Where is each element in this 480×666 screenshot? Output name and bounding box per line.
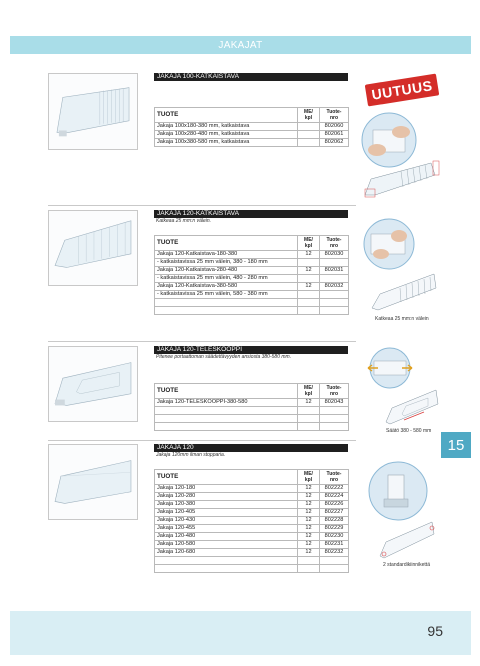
product-name-cell: Jakaja 120-380 xyxy=(155,501,298,509)
product-name-cell xyxy=(155,407,298,415)
qty-cell: 12 xyxy=(298,541,320,549)
product-code-cell: 802032 xyxy=(320,283,349,291)
table-row xyxy=(155,415,349,423)
product-name-cell: Jakaja 120-Katkaistava-180-380 xyxy=(155,251,298,259)
qty-cell: 12 xyxy=(298,283,320,291)
qty-cell: 12 xyxy=(298,509,320,517)
column-header-product: TUOTE xyxy=(155,470,298,485)
divider-120-telescopic-illustration xyxy=(49,347,137,421)
section-title: JAKAJA 120-KATKAISTAVA xyxy=(154,210,348,218)
product-code-cell: 802227 xyxy=(320,509,349,517)
divider-100-illustration xyxy=(49,74,137,149)
qty-cell: 12 xyxy=(298,501,320,509)
category-title: JAKAJAT xyxy=(218,39,263,51)
category-banner xyxy=(10,36,471,54)
qty-cell: 12 xyxy=(298,251,320,259)
section-separator xyxy=(48,205,356,206)
product-code-cell xyxy=(320,259,349,267)
product-name-cell xyxy=(155,415,298,423)
product-code-cell: 802226 xyxy=(320,501,349,509)
product-code-cell: 802030 xyxy=(320,251,349,259)
table-row xyxy=(155,123,349,131)
qty-cell: 12 xyxy=(298,493,320,501)
table-row xyxy=(155,541,349,549)
divider-120-detail-illustration xyxy=(378,516,436,560)
qty-cell xyxy=(298,259,320,267)
product-code-cell: 802062 xyxy=(320,139,349,147)
table-row xyxy=(155,139,349,147)
qty-cell xyxy=(298,415,320,423)
table-row xyxy=(155,283,349,291)
product-name-cell: Jakaja 120-Katkaistava-380-580 xyxy=(155,283,298,291)
section-divider-120-cuttable xyxy=(154,210,348,315)
product-code-cell: 802229 xyxy=(320,525,349,533)
product-name-cell: Jakaja 120-180 xyxy=(155,485,298,493)
product-code-cell xyxy=(320,307,349,315)
installation-photo-divider-120-cuttable xyxy=(361,218,419,270)
section-separator xyxy=(48,440,356,441)
divider-120-telescopic-detail-illustration xyxy=(384,384,440,426)
product-name-cell: Jakaja 100x380-580 mm, katkaistava xyxy=(155,139,298,147)
qty-cell xyxy=(298,275,320,283)
section-subtitle: Pitenee portaattoman säädettävyyden ansiosta 380-580 mm. xyxy=(156,354,292,360)
section-divider-100 xyxy=(154,73,348,147)
page-footer xyxy=(10,611,471,655)
product-code-cell xyxy=(320,557,349,565)
chapter-number: 15 xyxy=(447,436,465,454)
qty-cell: 12 xyxy=(298,485,320,493)
product-name-cell xyxy=(155,565,298,573)
product-name-cell: Jakaja 100x180-380 mm, katkaistava xyxy=(155,123,298,131)
section-subtitle: Jakaja 120mm ilman stopparia. xyxy=(156,452,226,458)
product-code-cell xyxy=(320,415,349,423)
installation-photo-divider-120 xyxy=(366,461,432,521)
product-name-cell xyxy=(155,557,298,565)
qty-cell: 12 xyxy=(298,517,320,525)
product-code-cell: 802232 xyxy=(320,549,349,557)
product-name-cell: Jakaja 120-Katkaistava-280-480 xyxy=(155,267,298,275)
product-code-cell xyxy=(320,407,349,415)
divider-120-cuttable-detail-illustration xyxy=(370,268,440,312)
table-header-row xyxy=(155,470,349,485)
section-title: JAKAJA 120 xyxy=(154,444,348,452)
table-row xyxy=(155,517,349,525)
product-name-cell: - katkaistavissa 25 mm välein, 480 - 280 mm xyxy=(155,275,298,283)
qty-cell xyxy=(298,307,320,315)
section-divider-120 xyxy=(154,444,348,573)
table-row xyxy=(155,251,349,259)
product-table xyxy=(154,469,349,573)
product-code-cell: 802043 xyxy=(320,399,349,407)
product-name-cell xyxy=(155,307,298,315)
qty-cell xyxy=(298,131,320,139)
product-photo-divider-120-cuttable xyxy=(48,210,138,286)
product-table xyxy=(154,107,349,147)
table-row xyxy=(155,275,349,283)
divider-120-cuttable-illustration xyxy=(49,211,137,285)
product-name-cell: Jakaja 100x280-480 mm, katkaistava xyxy=(155,131,298,139)
table-row xyxy=(155,131,349,139)
chapter-tab xyxy=(441,432,471,458)
column-header-product: TUOTE xyxy=(155,384,298,399)
product-name-cell: - katkaistavissa 25 mm välein, 580 - 380 mm xyxy=(155,291,298,299)
section-title: JAKAJA 120-TELESKOOPPI xyxy=(154,346,348,354)
product-name-cell: Jakaja 120-455 xyxy=(155,525,298,533)
product-code-cell xyxy=(320,291,349,299)
table-row xyxy=(155,299,349,307)
table-row xyxy=(155,423,349,431)
table-row xyxy=(155,493,349,501)
table-header-row xyxy=(155,108,349,123)
qty-cell: 12 xyxy=(298,399,320,407)
column-header-code: Tuote- nro xyxy=(320,470,349,485)
column-header-qty: ME/ kpl xyxy=(298,470,320,485)
product-code-cell xyxy=(320,275,349,283)
product-code-cell xyxy=(320,423,349,431)
table-row xyxy=(155,533,349,541)
product-name-cell: Jakaja 120-280 xyxy=(155,493,298,501)
installation-photo-divider-120-telescopic xyxy=(362,347,420,389)
product-name-cell: - katkaistavissa 25 mm välein, 380 - 180 mm xyxy=(155,259,298,267)
column-header-product: TUOTE xyxy=(155,108,298,123)
table-row xyxy=(155,549,349,557)
image-caption: 2 standardikiinnikettä xyxy=(383,562,430,568)
table-row xyxy=(155,557,349,565)
product-photo-divider-100 xyxy=(48,73,138,150)
column-header-code: Tuote- nro xyxy=(320,384,349,399)
qty-cell xyxy=(298,557,320,565)
table-row xyxy=(155,259,349,267)
table-row xyxy=(155,307,349,315)
qty-cell xyxy=(298,423,320,431)
product-name-cell xyxy=(155,423,298,431)
product-name-cell: Jakaja 120-580 xyxy=(155,541,298,549)
new-badge-label: UUTUUS xyxy=(370,77,434,103)
product-code-cell: 802228 xyxy=(320,517,349,525)
section-separator xyxy=(48,341,356,342)
image-caption: Katkeaa 25 mm:n välein xyxy=(375,316,429,322)
product-name-cell: Jakaja 120-TELESKOOPPI-380-580 xyxy=(155,399,298,407)
section-subtitle: Katkeaa 25 mm:n välein. xyxy=(156,218,212,224)
product-code-cell: 802222 xyxy=(320,485,349,493)
column-header-product: TUOTE xyxy=(155,236,298,251)
section-title: JAKAJA 100-KATKAISTAVA xyxy=(154,73,348,81)
qty-cell xyxy=(298,407,320,415)
product-code-cell: 802230 xyxy=(320,533,349,541)
product-code-cell: 802060 xyxy=(320,123,349,131)
qty-cell xyxy=(298,139,320,147)
product-table xyxy=(154,383,349,431)
qty-cell xyxy=(298,291,320,299)
section-divider-120-telescopic xyxy=(154,346,348,431)
qty-cell: 12 xyxy=(298,525,320,533)
table-row xyxy=(155,407,349,415)
table-row xyxy=(155,291,349,299)
table-header-row xyxy=(155,384,349,399)
divider-100-detail-illustration xyxy=(361,157,441,199)
table-row xyxy=(155,485,349,493)
column-header-qty: ME/ kpl xyxy=(298,236,320,251)
product-name-cell: Jakaja 120-680 xyxy=(155,549,298,557)
product-code-cell: 802061 xyxy=(320,131,349,139)
product-code-cell: 802231 xyxy=(320,541,349,549)
product-code-cell: 802224 xyxy=(320,493,349,501)
image-caption: Säätö 380 - 580 mm xyxy=(386,428,432,434)
qty-cell: 12 xyxy=(298,267,320,275)
product-name-cell: Jakaja 120-405 xyxy=(155,509,298,517)
product-photo-divider-120 xyxy=(48,444,138,520)
table-row xyxy=(155,501,349,509)
qty-cell: 12 xyxy=(298,533,320,541)
page-number: 95 xyxy=(427,623,443,639)
qty-cell xyxy=(298,123,320,131)
table-row xyxy=(155,565,349,573)
table-header-row xyxy=(155,236,349,251)
table-row xyxy=(155,267,349,275)
column-header-qty: ME/ kpl xyxy=(298,384,320,399)
product-table xyxy=(154,235,349,315)
qty-cell xyxy=(298,565,320,573)
table-row xyxy=(155,509,349,517)
table-row xyxy=(155,399,349,407)
product-code-cell xyxy=(320,565,349,573)
qty-cell xyxy=(298,299,320,307)
product-name-cell: Jakaja 120-480 xyxy=(155,533,298,541)
new-badge xyxy=(365,74,440,107)
column-header-qty: ME/ kpl xyxy=(298,108,320,123)
product-photo-divider-120-telescopic xyxy=(48,346,138,422)
divider-120-illustration xyxy=(49,445,137,519)
column-header-code: Tuote- nro xyxy=(320,236,349,251)
product-code-cell xyxy=(320,299,349,307)
product-code-cell: 802031 xyxy=(320,267,349,275)
table-row xyxy=(155,525,349,533)
qty-cell: 12 xyxy=(298,549,320,557)
column-header-code: Tuote- nro xyxy=(320,108,349,123)
product-name-cell: Jakaja 120-430 xyxy=(155,517,298,525)
product-name-cell xyxy=(155,299,298,307)
